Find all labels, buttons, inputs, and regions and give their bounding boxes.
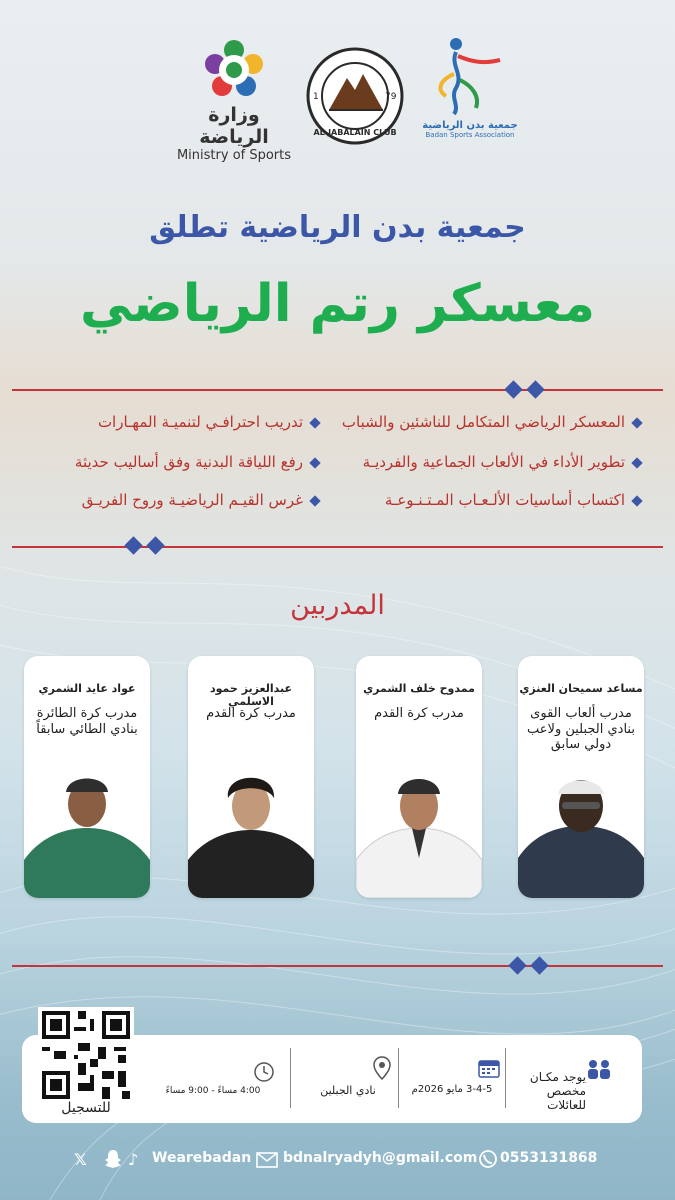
trainers-title: المدربين <box>290 590 385 621</box>
bullet-icon <box>631 417 642 428</box>
trainer-card <box>518 656 644 898</box>
divider-top <box>12 389 663 391</box>
ministry-name-en: Ministry of Sports <box>176 148 292 163</box>
program-item: غرس القيـم الرياضيـة وروح الفريـق <box>82 491 319 509</box>
qr-code-icon <box>38 1007 134 1103</box>
trainer-name: ممدوح خلف الشمري <box>363 682 475 695</box>
diamond-ornament-icon <box>124 536 168 556</box>
calendar-icon <box>478 1058 500 1078</box>
clock-icon <box>253 1061 275 1083</box>
trainer-role: مدرب كرة الطائرة بنادي الطائي سابقاً <box>36 706 138 737</box>
bullet-icon <box>631 457 642 468</box>
family-line1: يوجد مكـان <box>529 1070 586 1084</box>
separator <box>290 1048 291 1108</box>
trainer-role: مدرب كرة القدم <box>206 706 296 721</box>
qr-code[interactable] <box>38 1007 134 1103</box>
program-item: تدريب احترافـي لتنميـة المهـارات <box>98 413 319 431</box>
program-item: رفع اللياقة البدنية وفق أساليب حديثة <box>75 453 319 471</box>
divider-bottom <box>12 965 663 967</box>
family-space-info <box>510 1070 586 1112</box>
programs-list <box>0 405 675 525</box>
register-label: للتسجيل <box>61 1100 111 1116</box>
event-time: 4:00 مساءً - 9:00 مساءً <box>165 1086 261 1096</box>
program-item: المعسكر الرياضي المتكامل للناشئين والشباب <box>342 413 641 431</box>
family-line2: مخصص للعائلات <box>546 1084 586 1112</box>
trainer-role: مدرب كرة القدم <box>374 706 464 721</box>
trainer-photo <box>356 748 482 898</box>
badan-name-en: Badan Sports Association <box>425 131 515 139</box>
program-item: اكتساب أساسيات الألـعـاب المـتـنـوعـة <box>385 491 641 509</box>
trainer-role: مدرب ألعاب القوى بنادي الجبلين ولاعب دولي سابق <box>527 706 635 753</box>
trainer-name: مساعد سميحان العنزي <box>519 682 643 695</box>
club-name: AL-JABALAIN CLUB <box>313 128 397 137</box>
runner-emblem-icon <box>420 34 520 116</box>
separator <box>505 1048 506 1108</box>
club-number-right: 79 <box>385 92 397 102</box>
bullet-icon <box>309 417 320 428</box>
trainer-card <box>356 656 482 898</box>
club-number-left: 1 <box>313 92 319 102</box>
contact-email[interactable]: bdnalryadyh@gmail.com <box>283 1150 478 1166</box>
bullet-icon <box>631 495 642 506</box>
headline-line1: جمعية بدن الرياضية تطلق <box>149 210 526 245</box>
family-icon <box>586 1059 612 1081</box>
trainer-card <box>24 656 150 898</box>
ministry-logo <box>172 38 296 163</box>
divider-middle <box>12 546 663 548</box>
contact-social[interactable]: Wearebadan <box>152 1150 252 1166</box>
separator <box>398 1048 399 1108</box>
trainer-name: عبدالعزيز حمود الاسلمي <box>210 682 292 708</box>
trainer-photo <box>518 748 644 898</box>
whatsapp-icon[interactable] <box>478 1149 498 1169</box>
contact-phone[interactable]: 0553131868 <box>500 1150 598 1166</box>
ministry-emblem-icon <box>172 38 296 102</box>
ministry-name-ar: وزارة الرياضة <box>199 104 269 148</box>
club-logo <box>305 44 405 154</box>
bullet-icon <box>309 495 320 506</box>
diamond-ornament-icon <box>504 380 548 400</box>
badan-name-ar: جمعية بدن الرياضية <box>422 120 518 131</box>
badan-logo <box>420 34 520 150</box>
trainer-name: عواد عايد الشمري <box>38 682 136 695</box>
bullet-icon <box>309 457 320 468</box>
diamond-ornament-icon <box>508 956 552 976</box>
headline-line2: معسكر رتم الرياضي <box>79 274 596 334</box>
program-item: تطوير الأداء في الألعاب الجماعية والفرديـة <box>363 453 641 471</box>
x-icon[interactable]: 𝕏 <box>74 1150 87 1169</box>
snapchat-icon[interactable] <box>104 1149 122 1169</box>
trainer-photo <box>24 748 150 898</box>
email-icon[interactable] <box>256 1152 278 1168</box>
trainer-card <box>188 656 314 898</box>
event-venue: نادي الجبلين <box>320 1084 376 1097</box>
tiktok-icon[interactable]: ♪ <box>128 1150 139 1169</box>
location-pin-icon <box>373 1056 391 1080</box>
trainer-photo <box>188 748 314 898</box>
event-dates: 3-4-5 مايو 2026م <box>411 1084 493 1095</box>
